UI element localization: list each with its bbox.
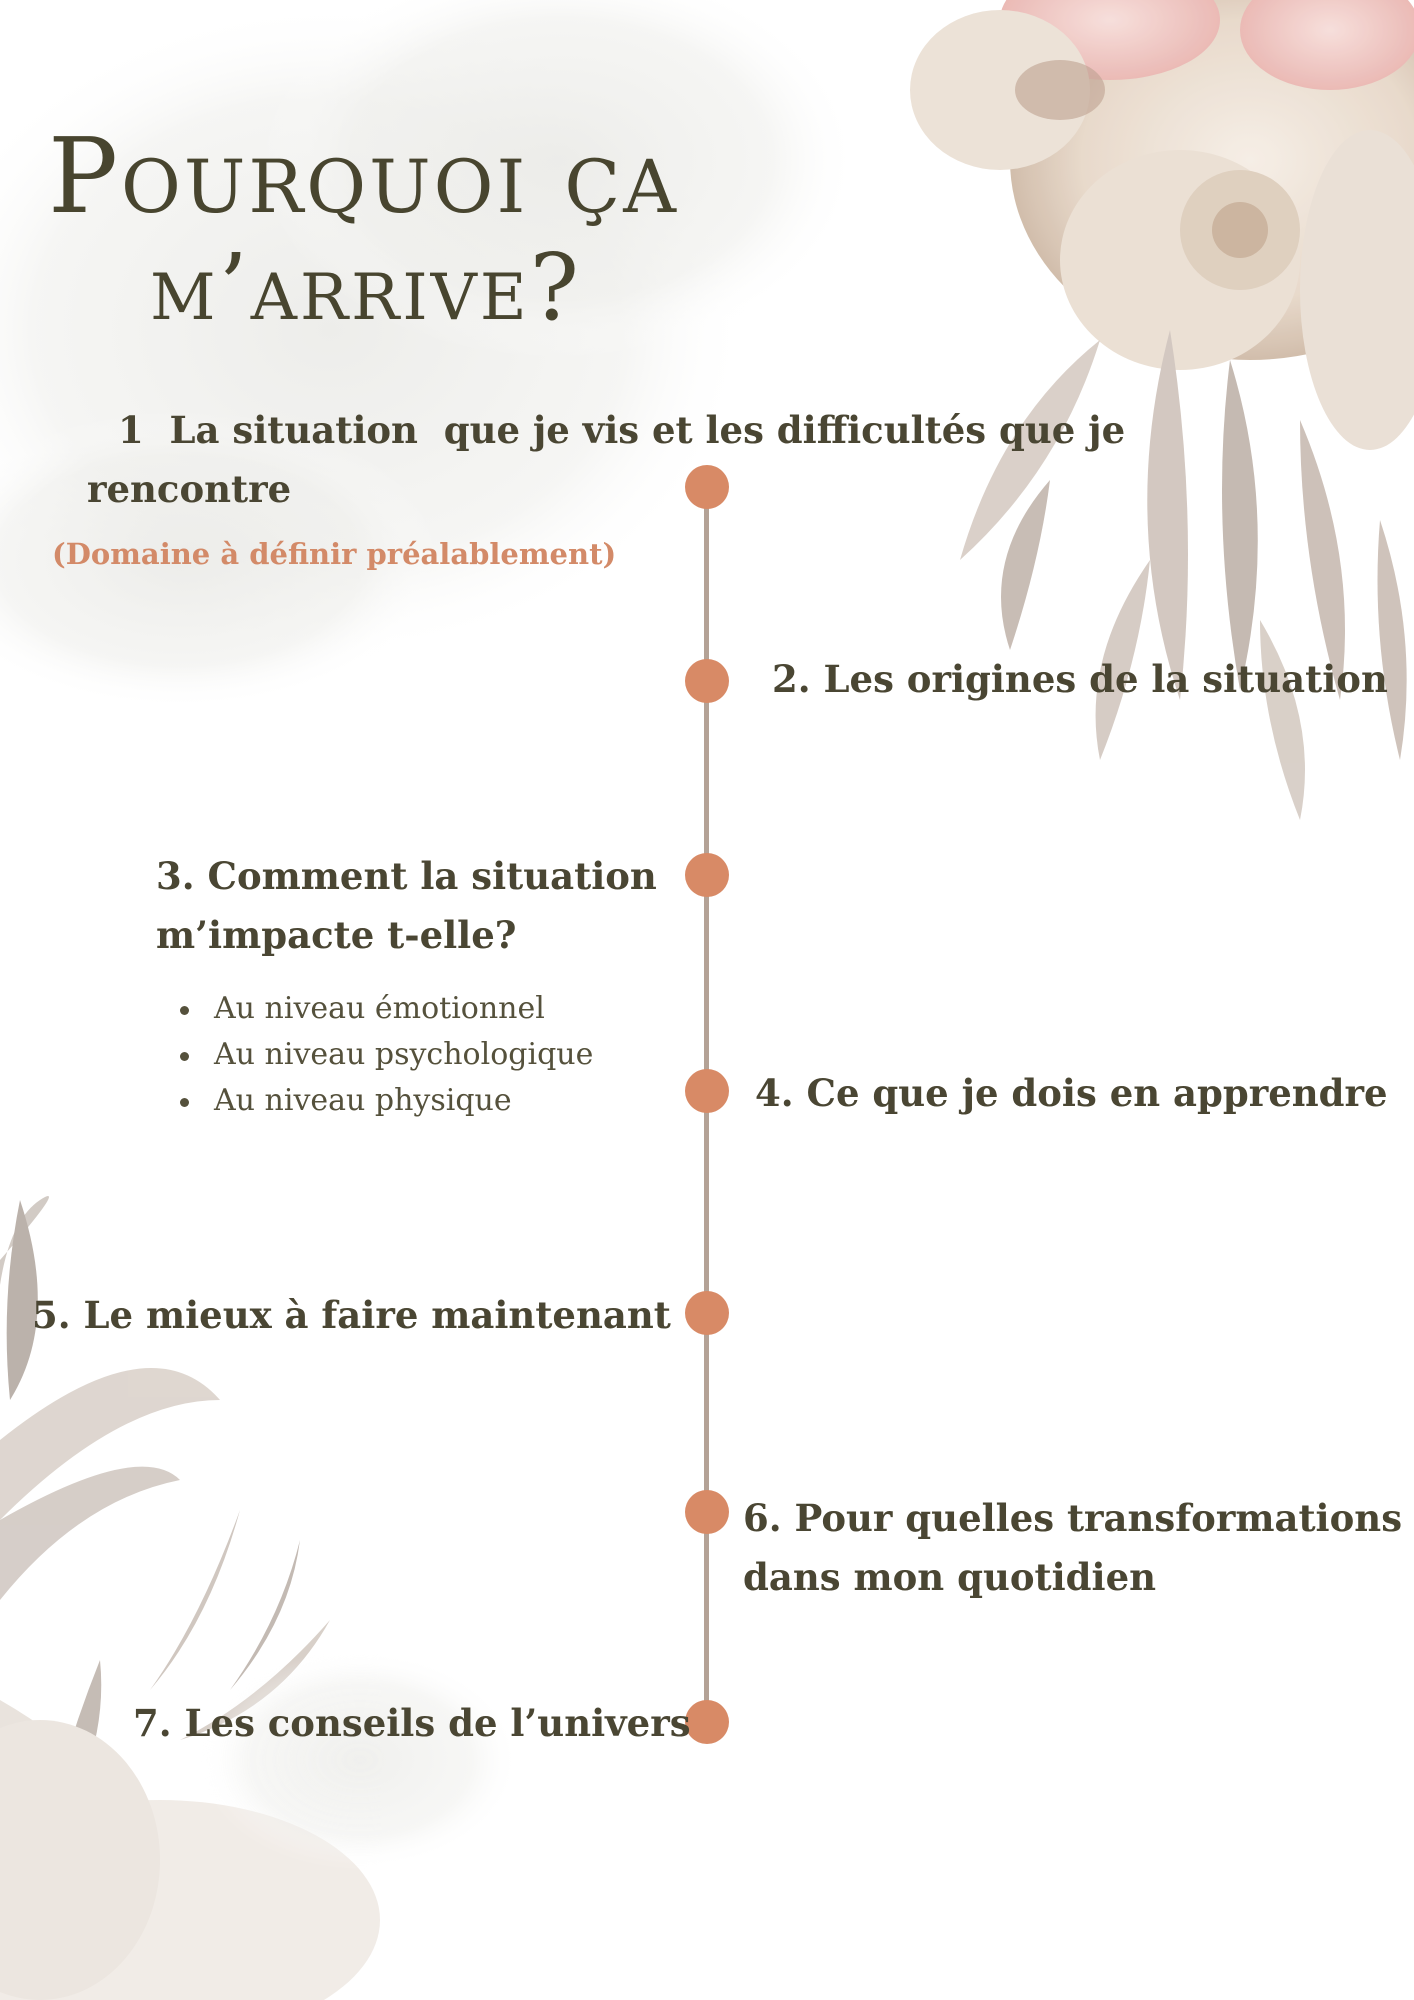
step-6-line-1: 6. Pour quelles transformations [743, 1496, 1403, 1540]
step-3-line-1: 3. Comment la situation [156, 854, 657, 898]
step-2-label: 2. Les origines de la situation [772, 657, 1388, 701]
step-1-line-2: rencontre [87, 467, 292, 511]
timeline-dot-7 [685, 1700, 729, 1744]
timeline-dot-5 [685, 1291, 729, 1335]
list-item: Au niveau émotionnel [174, 986, 593, 1032]
step-6-line-2: dans mon quotidien [743, 1555, 1157, 1599]
step-3-line-2: m’impacte t-elle? [156, 913, 517, 957]
list-item: Au niveau psychologique [174, 1032, 593, 1078]
page-title [40, 115, 860, 344]
timeline-dot-4 [685, 1069, 729, 1113]
watercolor-wash-top-left [0, 0, 860, 710]
step-5-label: 5. Le mieux à faire maintenant [32, 1293, 671, 1337]
timeline-dot-1 [685, 465, 729, 509]
timeline-dot-6 [685, 1490, 729, 1534]
impact-bullet-list [174, 986, 593, 1124]
timeline-dot-2 [685, 659, 729, 703]
timeline-dot-3 [685, 853, 729, 897]
title-line-2: m’arrive? [150, 234, 582, 341]
step-1-note: (Domaine à définir préalablement) [52, 537, 617, 571]
list-item: Au niveau physique [174, 1078, 593, 1124]
step-4-label: 4. Ce que je dois en apprendre [755, 1071, 1388, 1115]
title-line-1: Pourquoi ça [48, 115, 679, 237]
step-1-line-1: 1 La situation que je vis et les difficultés que je [118, 408, 1126, 452]
step-7-label: 7. Les conseils de l’univers [133, 1701, 691, 1745]
